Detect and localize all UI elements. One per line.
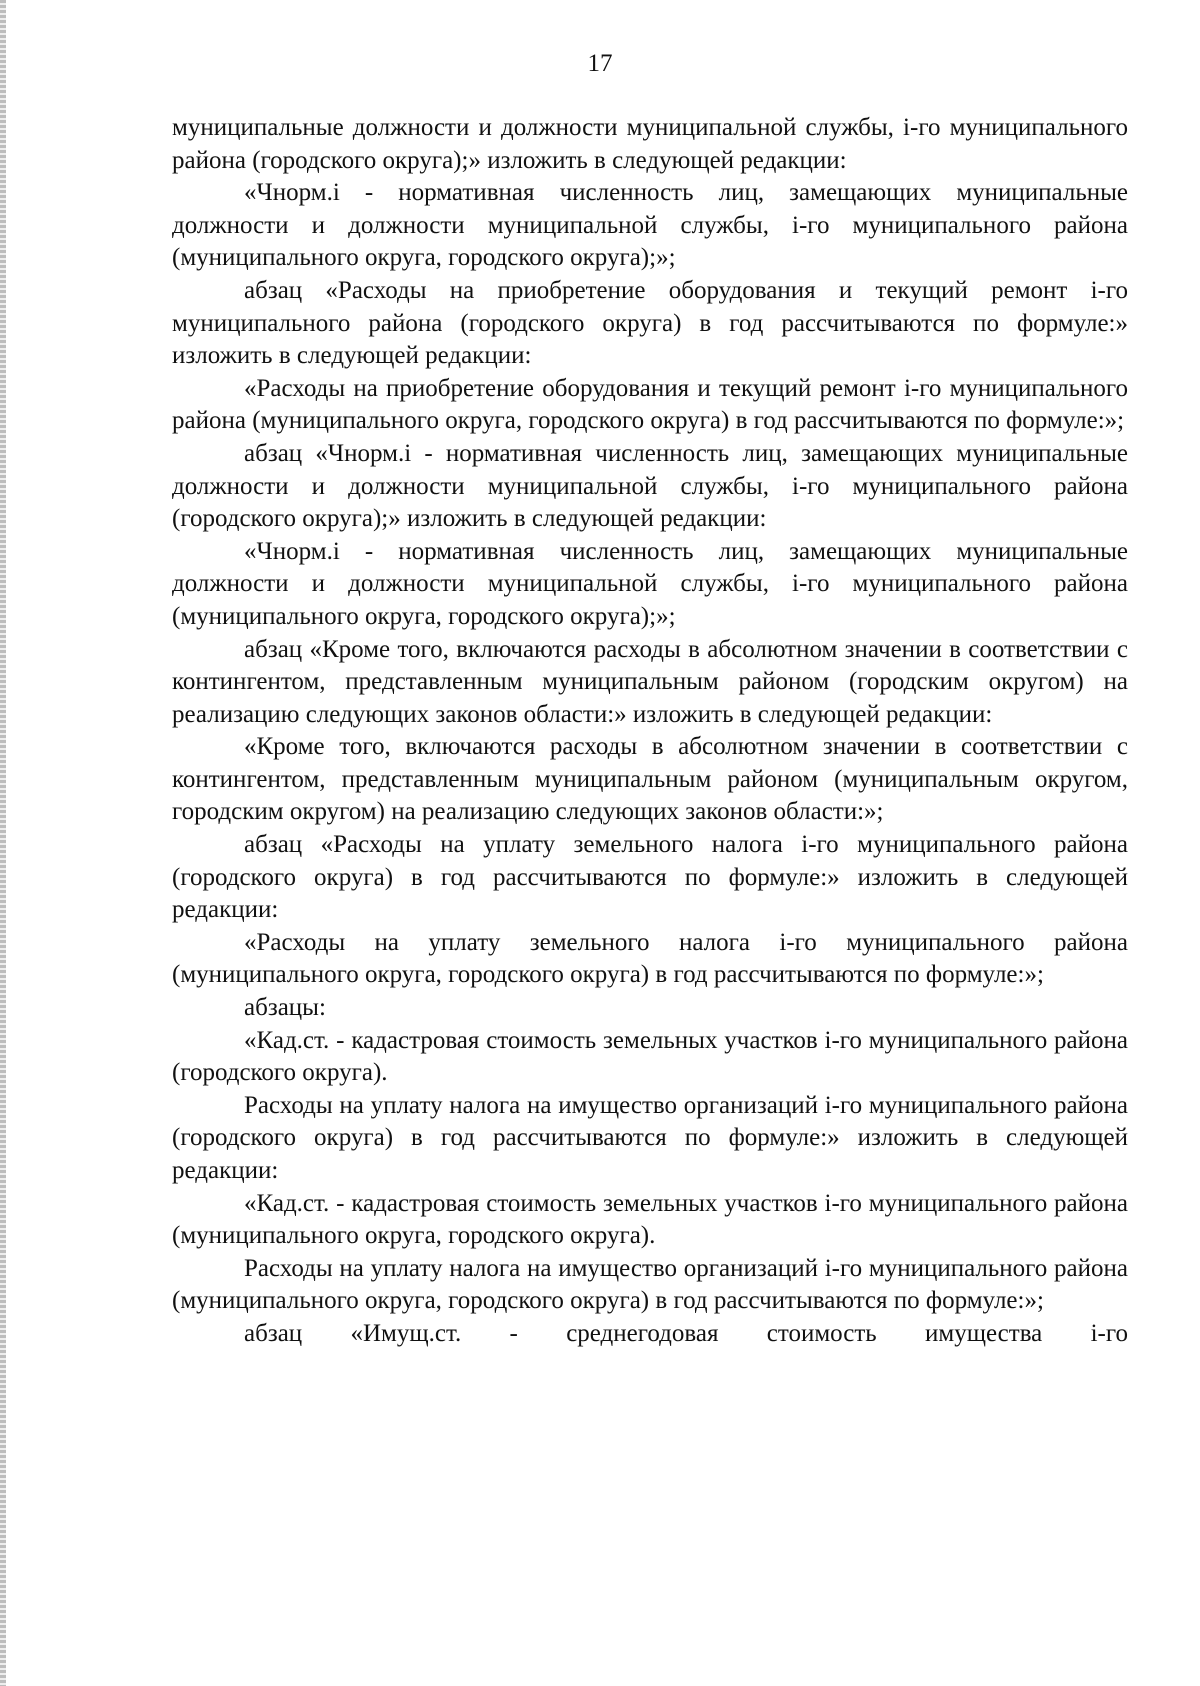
paragraph-5: абзац «Чнорм.i - нормативная численность лиц, замещающих муниципальные должности и должности муниципальной службы, i-го муниципального района (городского округа);» изложить в следующей редакции:	[172, 439, 1128, 533]
paragraph-14: «Кад.ст. - кадастровая стоимость земельных участков i-го муниципального района (муниципального округа, городского округа).	[172, 1189, 1128, 1250]
paragraph-16: абзац «Имущ.ст. - среднегодовая стоимость имущества i-го	[244, 1319, 1128, 1347]
paragraph-13: Расходы на уплату налога на имущество организаций i-го муниципального района (городского округа) в год рассчитываются по формуле:» изложить в следующей редакции:	[172, 1091, 1128, 1184]
paragraph-3: абзац «Расходы на приобретение оборудования и текущий ремонт i-го муниципального района (городского округа) в год рассчитываются по формуле:» изложить в следующей редакции:	[172, 276, 1128, 370]
paragraph-8: «Кроме того, включаются расходы в абсолютном значении в соответствии с контингентом, представленным муниципальным районом (муниципальным округом, городским округом) на реализацию следующих законов области:»;	[172, 733, 1128, 826]
page-number: 17	[587, 50, 613, 77]
paragraph-10: «Расходы на уплату земельного налога i-го муниципального района (муниципального округа, городского округа) в год рассчитываются по формуле:»;	[172, 928, 1128, 989]
paragraph-9: абзац «Расходы на уплату земельного налога i-го муниципального района (городского округа) в год рассчитываются по формуле:» изложить в следующей редакции:	[172, 831, 1128, 924]
paragraph-7: абзац «Кроме того, включаются расходы в абсолютном значении в соответствии с контингентом, представленным муниципальным районом (городским округом) на реализацию следующих законов области:» изложить в следующей редакции:	[172, 635, 1128, 728]
paragraph-11: абзацы:	[244, 994, 326, 1022]
paragraph-15: Расходы на уплату налога на имущество организаций i-го муниципального района (муниципального округа, городского округа) в год рассчитываются по формуле:»;	[172, 1254, 1128, 1315]
paragraph-6: «Чнорм.i - нормативная численность лиц, замещающих муниципальные должности и должности муниципальной службы, i-го муниципального района (муниципального округа, городского округа);»;	[172, 537, 1128, 630]
paragraph-4: «Расходы на приобретение оборудования и текущий ремонт i-го муниципального района (муниципального округа, городского округа) в год рассчитываются по формуле:»;	[172, 374, 1128, 435]
paragraph-1: муниципальные должности и должности муниципальной службы, i-го муниципального района (городского округа);» изложить в следующей редакции:	[172, 114, 1128, 174]
scan-edge	[0, 0, 6, 1686]
document-body	[172, 112, 1128, 1351]
paragraph-12: «Кад.ст. - кадастровая стоимость земельных участков i-го муниципального района (городского округа).	[172, 1026, 1128, 1087]
paragraph-2: «Чнорм.i - нормативная численность лиц, замещающих муниципальные должности и должности муниципальной службы, i-го муниципального района (муниципального округа, городского округа);»;	[172, 179, 1128, 272]
